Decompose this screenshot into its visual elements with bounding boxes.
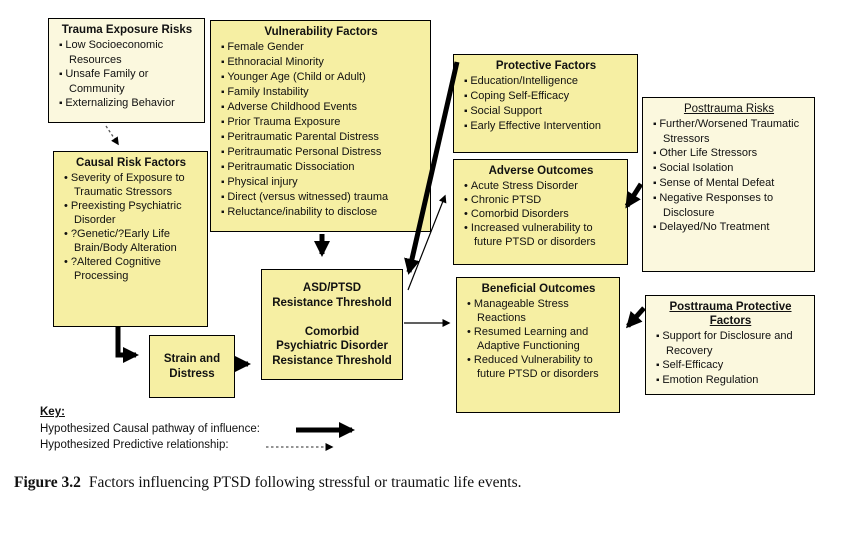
beneficial-outcome-item: • Resumed Learning and Adaptive Functioning xyxy=(467,325,614,353)
arrow-causal-to-strain xyxy=(118,327,136,355)
beneficial-outcomes-title: Beneficial Outcomes xyxy=(481,283,596,295)
beneficial-outcomes-list xyxy=(463,297,614,381)
posttrauma-protective-factors-list xyxy=(652,329,809,388)
key-title: Key: xyxy=(40,406,65,418)
vulnerability-factors-title: Vulnerability Factors xyxy=(264,26,378,38)
posttrauma-risk-item: ▪ Further/Worsened Traumatic Stressors xyxy=(653,117,809,146)
arrow-posttrauma-risks-to-adverse xyxy=(627,184,641,206)
adverse-outcome-item: • Acute Stress Disorder xyxy=(464,179,622,193)
posttrauma-risks-title: Posttrauma Risks xyxy=(683,103,775,115)
posttrauma-protective-factor-item: ▪ Self-Efficacy xyxy=(656,358,809,373)
posttrauma-risk-item: ▪ Other Life Stressors xyxy=(653,146,809,161)
figure-caption-text: Factors influencing PTSD following stressful or traumatic life events. xyxy=(88,474,522,491)
key-block xyxy=(40,404,260,454)
adverse-outcomes-box xyxy=(453,159,628,265)
adverse-outcome-item: • Comorbid Disorders xyxy=(464,207,622,221)
protective-factors-title: Protective Factors xyxy=(495,60,597,72)
resistance-threshold-line: ASD/PTSD xyxy=(302,282,362,294)
vulnerability-factor-item: ▪ Direct (versus witnessed) trauma xyxy=(221,190,425,205)
posttrauma-protective-factor-item: ▪ Support for Disclosure and Recovery xyxy=(656,329,809,358)
trauma-exposure-risks-title: Trauma Exposure Risks xyxy=(61,24,193,36)
vulnerability-factors-box xyxy=(210,20,431,232)
vulnerability-factor-item: ▪ Prior Trauma Exposure xyxy=(221,115,425,130)
adverse-outcome-item: • Chronic PTSD xyxy=(464,193,622,207)
posttrauma-risks-box xyxy=(642,97,815,272)
resistance-threshold-line: Resistance Threshold xyxy=(272,296,392,309)
protective-factor-item: ▪ Education/Intelligence xyxy=(464,74,632,89)
causal-risk-factor-item: • ?Genetic/?Early Life Brain/Body Alteration xyxy=(64,227,202,255)
key-predictive-label: Hypothesized Predictive relationship: xyxy=(40,439,229,451)
trauma-exposure-risk-item: ▪ Unsafe Family or Community xyxy=(59,67,199,96)
beneficial-outcome-item: • Manageable Stress Reactions xyxy=(467,297,614,325)
figure-caption xyxy=(14,474,522,492)
protective-factor-item: ▪ Social Support xyxy=(464,104,632,119)
resistance-threshold-line xyxy=(262,310,402,325)
vulnerability-factor-item: ▪ Family Instability xyxy=(221,85,425,100)
posttrauma-protective-factor-item: ▪ Emotion Regulation xyxy=(656,373,809,388)
trauma-exposure-risks-box xyxy=(48,18,205,123)
posttrauma-protective-factors-title: Posttrauma Protective Factors xyxy=(669,301,792,327)
vulnerability-factor-item: ▪ Peritraumatic Dissociation xyxy=(221,160,425,175)
vulnerability-factor-item: ▪ Physical injury xyxy=(221,175,425,190)
trauma-exposure-risk-item: ▪ Low Socioeconomic Resources xyxy=(59,38,199,67)
resistance-threshold-box xyxy=(261,269,403,380)
protective-factor-item: ▪ Coping Self-Efficacy xyxy=(464,89,632,104)
adverse-outcomes-list xyxy=(460,179,622,249)
adverse-outcome-item: • Increased vulnerability to future PTSD or disorders xyxy=(464,221,622,249)
adverse-outcomes-title: Adverse Outcomes xyxy=(488,165,594,177)
causal-risk-factor-item: • ?Altered Cognitive Processing xyxy=(64,255,202,283)
causal-risk-factor-item: • Severity of Exposure to Traumatic Stressors xyxy=(64,171,202,199)
causal-risk-factors-box xyxy=(53,151,208,327)
posttrauma-risk-item: ▪ Sense of Mental Defeat xyxy=(653,176,809,191)
resistance-threshold-line: Psychiatric Disorder xyxy=(276,340,388,352)
strain-and-distress-label: Strain and Distress xyxy=(163,353,221,380)
causal-risk-factors-list xyxy=(60,171,202,283)
vulnerability-factor-item: ▪ Adverse Childhood Events xyxy=(221,100,425,115)
posttrauma-risk-item: ▪ Social Isolation xyxy=(653,161,809,176)
resistance-threshold-line: Resistance Threshold xyxy=(272,354,392,367)
causal-risk-factors-title: Causal Risk Factors xyxy=(76,157,186,169)
posttrauma-risk-item: ▪ Delayed/No Treatment xyxy=(653,220,809,235)
posttrauma-risks-list xyxy=(649,117,809,235)
beneficial-outcomes-box xyxy=(456,277,620,413)
vulnerability-factor-item: ▪ Peritraumatic Parental Distress xyxy=(221,130,425,145)
resistance-threshold-line: Comorbid xyxy=(304,325,360,338)
posttrauma-risk-item: ▪ Negative Responses to Disclosure xyxy=(653,191,809,220)
trauma-exposure-risk-item: ▪ Externalizing Behavior xyxy=(59,96,199,111)
vulnerability-factor-item: ▪ Ethnoracial Minority xyxy=(221,55,425,70)
arrow-posttrauma-protective-to-beneficial xyxy=(628,308,644,326)
vulnerability-factor-item: ▪ Peritraumatic Personal Distress xyxy=(221,145,425,160)
figure-caption-label: Figure 3.2 xyxy=(14,474,81,491)
protective-factor-item: ▪ Early Effective Intervention xyxy=(464,119,632,134)
key-causal-label: Hypothesized Causal pathway of influence: xyxy=(40,422,260,435)
posttrauma-protective-factors-box xyxy=(645,295,815,395)
vulnerability-factor-item: ▪ Younger Age (Child or Adult) xyxy=(221,70,425,85)
protective-factors-box xyxy=(453,54,638,153)
strain-and-distress-box xyxy=(149,335,235,398)
protective-factors-list xyxy=(460,74,632,134)
vulnerability-factor-item: ▪ Female Gender xyxy=(221,40,425,55)
vulnerability-factors-list xyxy=(217,40,425,220)
beneficial-outcome-item: • Reduced Vulnerability to future PTSD or disorders xyxy=(467,353,614,381)
arrow-trauma-to-causal xyxy=(106,126,118,144)
trauma-exposure-risks-list xyxy=(55,38,199,111)
vulnerability-factor-item: ▪ Reluctance/inability to disclose xyxy=(221,205,425,220)
causal-risk-factor-item: • Preexisting Psychiatric Disorder xyxy=(64,199,202,227)
